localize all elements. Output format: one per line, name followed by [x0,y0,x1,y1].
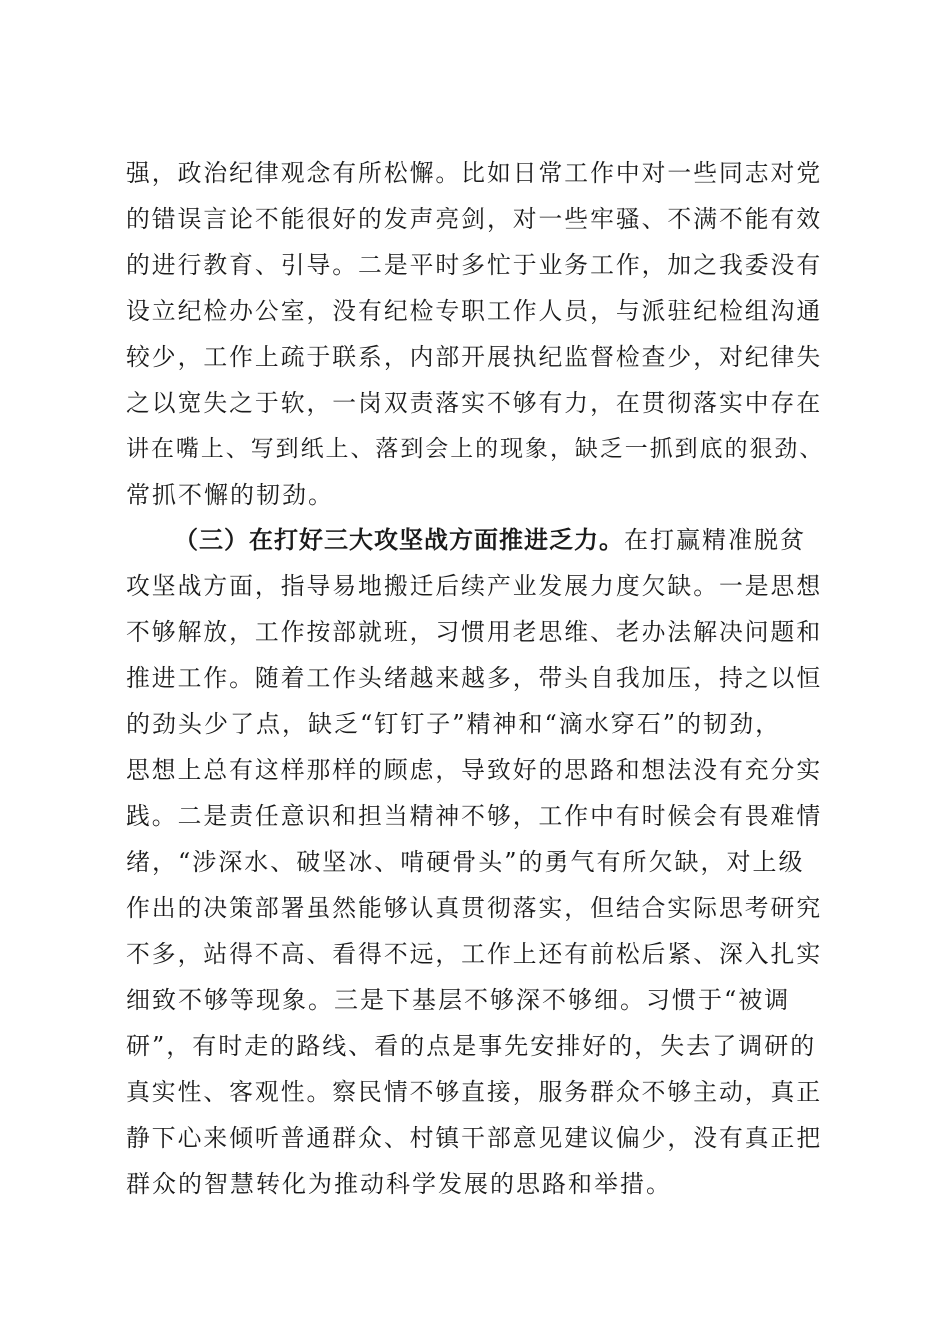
paragraph-line: 的进行教育、引导。二是平时多忙于业务工作，加之我委没有 [126,251,823,279]
paragraph-line: 推进工作。随着工作头绪越来越多，带头自我加压，持之以恒 [126,664,823,692]
section-heading-line [174,525,806,555]
paragraph-line: 的错误言论不能很好的发声亮剑，对一些牢骚、不满不能有效 [126,205,823,233]
paragraph-line: 强，政治纪律观念有所松懈。比如日常工作中对一些同志对党 [126,159,823,187]
paragraph-line: 作出的决策部署虽然能够认真贯彻落实，但结合实际思考研究 [126,894,823,922]
paragraph-line: 践。二是责任意识和担当精神不够，工作中有时候会有畏难情 [126,802,823,830]
paragraph-line: 细致不够等现象。三是下基层不够深不够细。习惯于“被调 [126,986,791,1014]
paragraph-line: 常抓不懈的韧劲。 [126,481,334,509]
paragraph-line: 较少，工作上疏于联系，内部开展执纪监督检查少，对纪律失 [126,343,823,371]
paragraph-line: 的劲头少了点，缺乏“钉钉子”精神和“滴水穿石”的韧劲， [126,710,782,738]
paragraph-line: 思想上总有这样那样的顾虑，导致好的思路和想法没有充分实 [126,756,823,784]
paragraph-line: 之以宽失之于软，一岗双责落实不够有力，在贯彻落实中存在 [126,389,823,417]
paragraph-line: 讲在嘴上、写到纸上、落到会上的现象，缺乏一抓到底的狠劲、 [126,436,825,462]
paragraph-line: 设立纪检办公室，没有纪检专职工作人员，与派驻纪检组沟通 [126,297,823,325]
paragraph-line: 不多，站得不高、看得不远，工作上还有前松后紧、深入扎实 [126,940,823,968]
paragraph-line: 攻坚战方面，指导易地搬迁后续产业发展力度欠缺。一是思想 [126,572,823,600]
paragraph-line: 研”，有时走的路线、看的点是事先安排好的，失去了调研的 [126,1032,817,1060]
paragraph-line: 静下心来倾听普通群众、村镇干部意见建议偏少，没有真正把 [126,1124,823,1152]
paragraph-line: 不够解放，工作按部就班，习惯用老思维、老办法解决问题和 [126,618,823,646]
paragraph-line: 真实性、客观性。察民情不够直接，服务群众不够主动，真正 [126,1078,823,1106]
paragraph-line: 群众的智慧转化为推动科学发展的思路和举措。 [126,1170,672,1198]
section-heading: （三）在打好三大攻坚战方面推进乏力。 [174,526,624,554]
paragraph-line: 绪，“涉深水、破坚冰、啃硬骨头”的勇气有所欠缺，对上级 [126,848,805,876]
heading-line-rest: 在打赢精准脱贫 [624,526,806,554]
